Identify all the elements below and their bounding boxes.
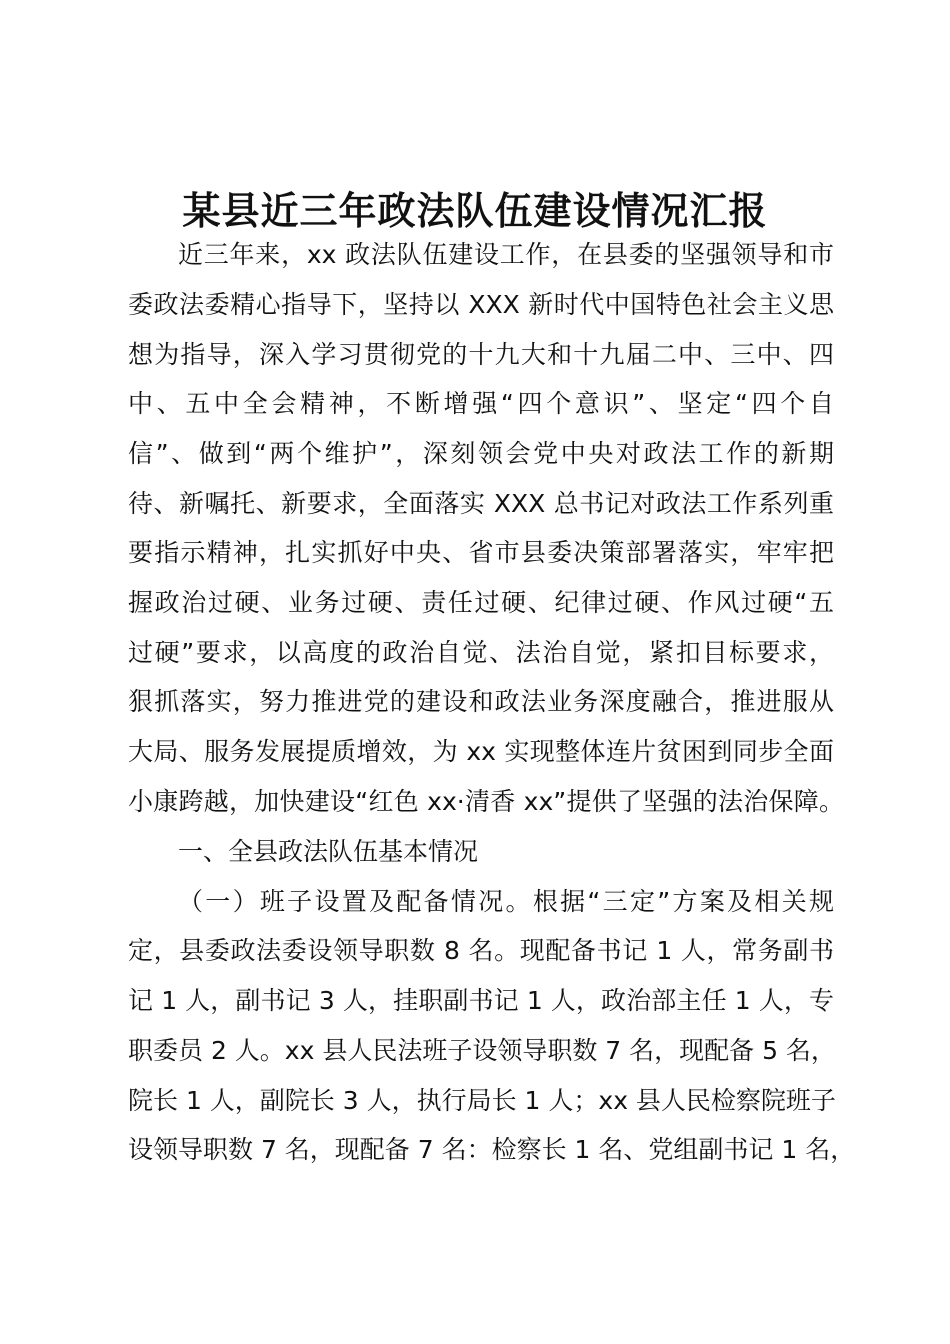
paragraph-line: 大局、服务发展提质增效，为 xx 实现整体连片贫困到同步全面 [128, 737, 834, 766]
paragraph-line: 过硬”要求，以高度的政治自觉、法治自觉，紧扣目标要求， [128, 638, 834, 667]
section-heading: 一、全县政法队伍基本情况 [178, 837, 479, 866]
paragraph-line: 定，县委政法委设领导职数 8 名。现配备书记 1 人，常务副书 [128, 936, 834, 965]
document-title: 某县近三年政法队伍建设情况汇报 [182, 188, 768, 233]
paragraph-line: 职委员 2 人。xx 县人民法班子设领导职数 7 名，现配备 5 名， [128, 1036, 836, 1065]
paragraph-line: （一）班子设置及配备情况。根据“三定”方案及相关规 [178, 887, 834, 916]
paragraph-line: 狠抓落实，努力推进党的建设和政法业务深度融合，推进服从 [128, 687, 834, 716]
paragraph-line: 握政治过硬、业务过硬、责任过硬、纪律过硬、作风过硬“五 [128, 588, 834, 617]
paragraph-line: 要指示精神，扎实抓好中央、省市县委决策部署落实，牢牢把 [128, 538, 834, 567]
paragraph-line: 待、新嘱托、新要求，全面落实 XXX 总书记对政法工作系列重 [128, 489, 834, 518]
paragraph-line: 想为指导，深入学习贯彻党的十九大和十九届二中、三中、四 [128, 340, 834, 369]
paragraph-line: 信”、做到“两个维护”，深刻领会党中央对政法工作的新期 [128, 439, 834, 468]
paragraph-line: 院长 1 人，副院长 3 人，执行局长 1 人；xx 县人民检察院班子 [128, 1086, 836, 1115]
paragraph-line: 中、五中全会精神，不断增强“四个意识”、坚定“四个自 [128, 389, 834, 418]
paragraph-line: 小康跨越，加快建设“红色 xx·清香 xx”提供了坚强的法治保障。 [128, 787, 844, 816]
paragraph-line: 记 1 人，副书记 3 人，挂职副书记 1 人，政治部主任 1 人，专 [128, 986, 834, 1015]
paragraph-line: 近三年来，xx 政法队伍建设工作，在县委的坚强领导和市 [178, 240, 834, 269]
paragraph-line: 设领导职数 7 名，现配备 7 名：检察长 1 名、党组副书记 1 名， [128, 1135, 856, 1164]
paragraph-line: 委政法委精心指导下，坚持以 XXX 新时代中国特色社会主义思 [128, 290, 834, 319]
